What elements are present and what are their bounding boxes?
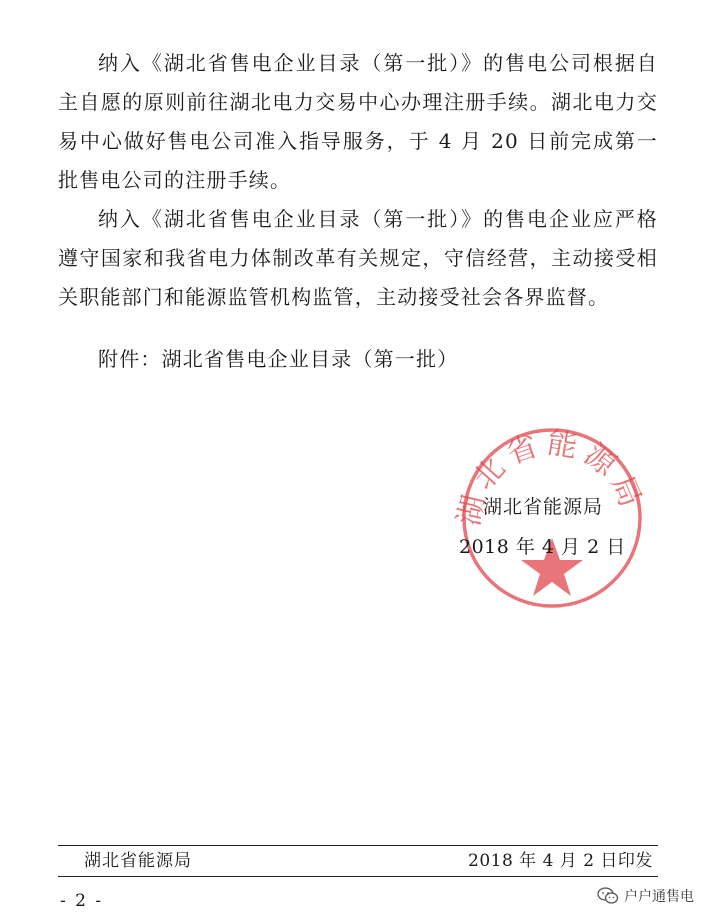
footer-bottom-divider: [58, 876, 658, 877]
wechat-icon: [597, 887, 619, 905]
svg-text:湖北省能源局: 湖北省能源局: [452, 425, 651, 530]
body-paragraph-compliance: 纳入《湖北省售电企业目录（第一批）》的售电企业应严格遵守国家和我省电力体制改革有关规定，守信经营，主动接受相关职能部门和能源监管机构监管，主动接受社会各界监督。: [58, 207, 658, 309]
signature-date: 2018 年 4 月 2 日: [459, 536, 626, 558]
attachment-line: 附件：湖北省售电企业目录（第一批）: [98, 347, 459, 371]
footer-issuer: 湖北省能源局: [84, 851, 192, 871]
wechat-watermark: [597, 886, 694, 906]
watermark-label: 户户通售电: [624, 889, 694, 905]
footer-top-divider: [58, 845, 658, 846]
signature-organization: 湖北省能源局: [483, 496, 604, 518]
body-paragraph-registration: 纳入《湖北省售电企业目录（第一批）》的售电公司根据自主自愿的原则前往湖北电力交易中心办理注册手续。湖北电力交易中心做好售电公司准入指导服务，于 4 月 20 日前完成第一批售电公司的注册手续。: [58, 51, 658, 192]
page-number: - 2 -: [60, 891, 104, 911]
footer-print-date: 2018 年 4 月 2 日印发: [468, 851, 653, 871]
